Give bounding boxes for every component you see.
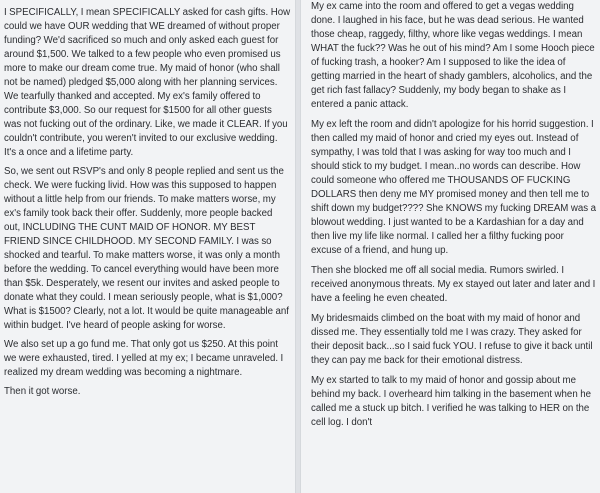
right-paragraph-2: My ex left the room and didn't apologize for his horrid suggestion. I then called my maid of honor and cried my eyes out. Instead of sympathy, I was told that I was asking for way too much and I should stick to my budget. I mean..no words can describe. How could someone who offered me THOUSANDS OF FUCKING DOLLARS then deny me MY promised money and then tell me to shift down my budget???? She KNOWS my fucking DREAM was a blowout wedding. I just wanted to be a Kardashian for a day and then live my life like normal. I called her a filthy fucking poor excuse of a friend, and hung up.: [311, 119, 596, 256]
right-text-post: [300, 0, 600, 493]
right-paragraph-1: My ex came into the room and offered to get a vegas wedding done. I laughed in his face, but he was dead serious. He wanted those cheap, raggedy, filthy, whore like vegas weddings. I mean WHAT the fuck?? Was he out of his mind? Am I some Hooch piece of fucking trash, a hooker? Am I supposed to like the idea of getting married in the heart of shady gamblers, alcoholics, and the get rich fast fallacy? Suddenly, my body began to shake as I entered a panic attack.: [311, 1, 595, 110]
left-paragraph-4: Then it got worse.: [4, 386, 81, 397]
left-text-post: [0, 0, 296, 493]
right-paragraph-4: My bridesmaids climbed on the boat with my maid of honor and dissed me. They essentially told me I was crazy. They asked for their deposit back...so I said fuck YOU. I refuse to give it back until they can pay me back for their emotional distress.: [311, 313, 593, 366]
left-paragraph-2: So, we sent out RSVP's and only 8 people replied and sent us the check. We were fucking livid. How was this supposed to happen without a little help from our friends. To make matters worse, my ex's family took back their offer. Suddenly, more people backed out, INCLUDING THE CUNT MAID OF HONOR. MY BEST FRIEND SINCE CHILDHOOD. MY SECOND FAMILY. I was so shocked and tearful. To make matters worse, it was only a month before the wedding. To cancel everything would have been more than $5k. Desperately, we resent our invites and asked people to donate what they could. I mean seriously people, what is $1,000? What is $1500? Clearly, not a lot. It would be quite manageable anf within budget. I've heard of people asking for worse.: [4, 166, 289, 331]
right-paragraph-3: Then she blocked me off all social media. Rumors swirled. I received anonymous threats. My ex stayed out later and later and I have a feeling he even cheated.: [311, 265, 596, 304]
right-paragraph-5: My ex started to talk to my maid of honor and gossip about me behind my back. I overheard him talking in the basement when he called me a stuck up bitch. I verified he was talking to HER on the cell log. I don't: [311, 375, 591, 428]
left-paragraph-3: We also set up a go fund me. That only got us $250. At this point we were exhausted, tired. I yelled at my ex; I became unraveled. I realized my dream wedding was becoming a nightmare.: [4, 339, 284, 378]
left-paragraph-1: I SPECIFICALLY, I mean SPECIFICALLY asked for cash gifts. How could we have OUR wedding that WE dreamed of without proper funding? We'd sacrificed so much and only asked each guest for around $1,500. We talked to a few people who even promised us more to make our dream come true. My maid of honor (who shall not be named) pledged $5,000 along with her planning services. We tearfully thanked and accepted. My ex's family offered to contribute $3,000. So our request for $1500 for all other guests was not fucking out of the ordinary. Like, we made it CLEAR. If you couldn't contribute, you weren't invited to our exclusive wedding. It's a once and a lifetime party.: [4, 7, 291, 158]
